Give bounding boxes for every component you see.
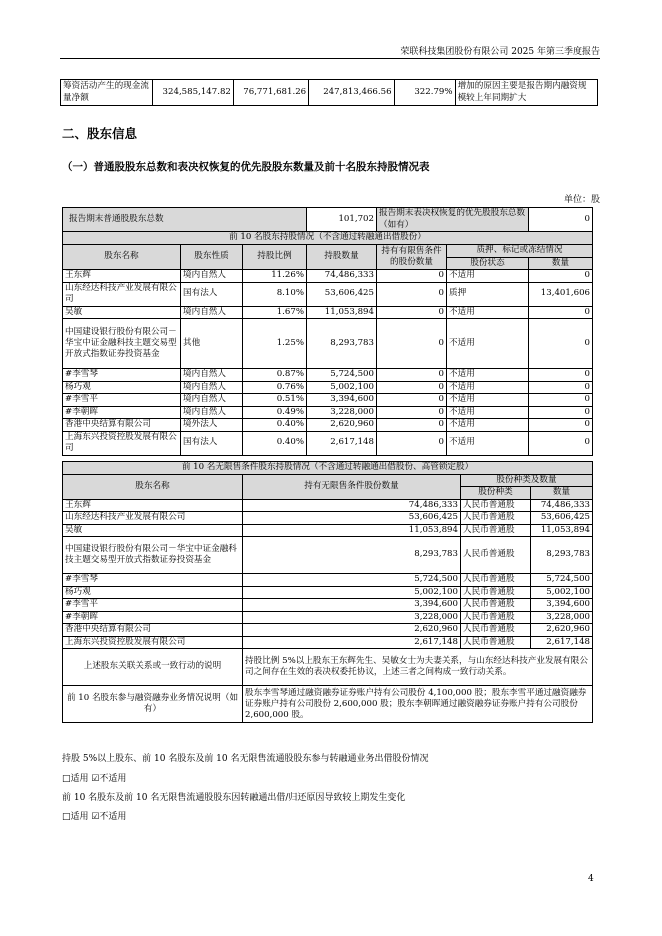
- holder-unrestricted-qty: 5,002,100: [243, 586, 461, 599]
- holder-count: 0: [529, 394, 593, 407]
- header-rule: [60, 58, 600, 59]
- holder-status: 不适用: [447, 394, 529, 407]
- share-count: 5,002,100: [531, 586, 593, 599]
- holder-status: 不适用: [447, 431, 529, 455]
- holder-nature: 境内自然人: [181, 306, 243, 319]
- col-kind: 股份种类: [461, 487, 531, 500]
- share-count: 8,293,783: [531, 537, 593, 574]
- table-row: [63, 394, 593, 407]
- holder-qty: 2,620,960: [307, 419, 377, 432]
- table-row: [63, 636, 593, 649]
- margin-label: 前 10 名股东参与融资融券业务情况说明（如有）: [63, 686, 243, 723]
- col-name: 股东名称: [63, 244, 181, 270]
- holder-status: 不适用: [447, 381, 529, 394]
- share-kind: 人民币普通股: [461, 574, 531, 587]
- col-kind-group: 股份种类及数量: [461, 474, 593, 487]
- holder-ratio: 0.40%: [243, 431, 307, 455]
- page-header: 荣联科技集团股份有限公司 2025 年第三季度报告: [400, 47, 600, 57]
- table-row: [63, 599, 593, 612]
- holder-restricted: 0: [377, 282, 447, 306]
- total-holders-value: 101,702: [307, 208, 377, 232]
- holder-count: 0: [529, 406, 593, 419]
- holder-unrestricted-qty: 11,053,894: [243, 524, 461, 537]
- holder-count: 0: [529, 431, 593, 455]
- share-kind: 人民币普通股: [461, 636, 531, 649]
- subsection-title: （一）普通股股东总数和表决权恢复的优先股股东数量及前十名股东持股情况表: [62, 161, 430, 173]
- holder-status: 质押: [447, 282, 529, 306]
- holder-unrestricted-qty: 8,293,783: [243, 537, 461, 574]
- holder-qty: 5,724,500: [307, 369, 377, 382]
- page-number: 4: [588, 874, 594, 884]
- holder-unrestricted-qty: 74,486,333: [243, 499, 461, 512]
- margin-text: 股东李雪琴通过融资融券证券账户持有公司股份 4,100,000 股；股东李雪平通过融资融券证券账户持有公司股份 2,600,000 股；股东李朝晖通过融资融券证券账户持有公司股份 2,600,000 股。: [243, 686, 593, 723]
- col-restricted: 持有有限售条件的股份数量: [377, 244, 447, 270]
- note-change: 前 10 名股东及前 10 名无限售流通股股东因转融通出借/归还原因导致较上期发生变化: [62, 793, 406, 803]
- holder-ratio: 1.25%: [243, 319, 307, 369]
- holder-status: 不适用: [447, 419, 529, 432]
- col-unrestricted-qty: 持有无限售条件股份数量: [243, 474, 461, 499]
- share-kind: 人民币普通股: [461, 624, 531, 637]
- table-row: [63, 512, 593, 525]
- table-row: [63, 282, 593, 306]
- total-holders-label: 报告期末普通股股东总数: [63, 208, 307, 232]
- holder-ratio: 0.87%: [243, 369, 307, 382]
- cashflow-pct: 322.79%: [394, 80, 455, 106]
- holder-name: 山东经达科技产业发展有限公司: [63, 512, 243, 525]
- holder-restricted: 0: [377, 406, 447, 419]
- share-count: 2,620,960: [531, 624, 593, 637]
- holder-restricted: 0: [377, 270, 447, 283]
- holder-qty: 3,228,000: [307, 406, 377, 419]
- holder-ratio: 11.26%: [243, 270, 307, 283]
- table-row: [63, 319, 593, 369]
- table-row: [63, 419, 593, 432]
- unrestricted-holders-table: [62, 461, 593, 723]
- holder-qty: 53,606,425: [307, 282, 377, 306]
- holder-name: 上海东兴投资控股发展有限公司: [63, 636, 243, 649]
- holder-nature: 国有法人: [181, 282, 243, 306]
- cashflow-v3: 247,813,466.56: [309, 80, 394, 106]
- holder-nature: 境内自然人: [181, 394, 243, 407]
- note-lending-option: □适用 ☑不适用: [62, 774, 127, 784]
- holder-ratio: 8.10%: [243, 282, 307, 306]
- holder-name: #李朝晖: [63, 406, 181, 419]
- share-count: 11,053,894: [531, 524, 593, 537]
- holder-unrestricted-qty: 3,228,000: [243, 611, 461, 624]
- table-row: [63, 574, 593, 587]
- holder-qty: 11,053,894: [307, 306, 377, 319]
- col-count: 数量: [529, 257, 593, 270]
- holder-nature: 国有法人: [181, 431, 243, 455]
- unit-label: 单位：股: [563, 195, 600, 205]
- table-row: [63, 611, 593, 624]
- holder-nature: 境外法人: [181, 419, 243, 432]
- table-row: [63, 381, 593, 394]
- share-count: 5,724,500: [531, 574, 593, 587]
- holder-unrestricted-qty: 2,620,960: [243, 624, 461, 637]
- holder-unrestricted-qty: 5,724,500: [243, 574, 461, 587]
- share-count: 74,486,333: [531, 499, 593, 512]
- unrestricted-caption: 前 10 名无限售条件股东持股情况（不含通过转融通出借股份、高管锁定股）: [63, 462, 593, 475]
- holder-name: 杨巧观: [63, 381, 181, 394]
- holder-ratio: 0.76%: [243, 381, 307, 394]
- holder-name: #李雪琴: [63, 369, 181, 382]
- holder-count: 0: [529, 319, 593, 369]
- cashflow-v2: 76,771,681.26: [233, 80, 308, 106]
- holder-restricted: 0: [377, 419, 447, 432]
- holder-status: 不适用: [447, 319, 529, 369]
- holder-name: #李雪平: [63, 599, 243, 612]
- cashflow-table: [60, 79, 598, 106]
- holder-qty: 2,617,148: [307, 431, 377, 455]
- section-title: 二、股东信息: [62, 126, 138, 141]
- table-row: [63, 537, 593, 574]
- cashflow-label: 筹资活动产生的现金流量净额: [61, 80, 153, 106]
- holder-name: 吴敏: [63, 524, 243, 537]
- relation-text: 持股比例 5%以上股东王东辉先生、吴敏女士为夫妻关系，与山东经达科技产业发展有限公司之间存在生效的表决权委托协议，上述三者之间构成一致行动关系。: [243, 649, 593, 686]
- holder-ratio: 0.51%: [243, 394, 307, 407]
- share-kind: 人民币普通股: [461, 537, 531, 574]
- holder-nature: 境内自然人: [181, 270, 243, 283]
- col-status: 股份状态: [447, 257, 529, 270]
- holder-count: 13,401,606: [529, 282, 593, 306]
- holder-nature: 其他: [181, 319, 243, 369]
- holder-status: 不适用: [447, 369, 529, 382]
- holder-ratio: 1.67%: [243, 306, 307, 319]
- holder-status: 不适用: [447, 406, 529, 419]
- col-ratio: 持股比例: [243, 244, 307, 270]
- holder-name: 上海东兴投资控股发展有限公司: [63, 431, 181, 455]
- holder-ratio: 0.49%: [243, 406, 307, 419]
- share-kind: 人民币普通股: [461, 586, 531, 599]
- holder-restricted: 0: [377, 319, 447, 369]
- relation-label: 上述股东关联关系或一致行动的说明: [63, 649, 243, 686]
- holder-restricted: 0: [377, 381, 447, 394]
- holder-ratio: 0.40%: [243, 419, 307, 432]
- table-row: [63, 624, 593, 637]
- holder-restricted: 0: [377, 431, 447, 455]
- pref-holders-value: 0: [529, 208, 593, 232]
- share-kind: 人民币普通股: [461, 499, 531, 512]
- col-qty: 持股数量: [307, 244, 377, 270]
- note-lending: 持股 5%以上股东、前 10 名股东及前 10 名无限售流通股股东参与转融通业务出借股份情况: [62, 754, 429, 764]
- holder-name: 杨巧观: [63, 586, 243, 599]
- top10-shareholders-table: [62, 207, 593, 456]
- holder-name: 山东经达科技产业发展有限公司: [63, 282, 181, 306]
- share-kind: 人民币普通股: [461, 512, 531, 525]
- table-row: [63, 306, 593, 319]
- table-row: [63, 369, 593, 382]
- cashflow-reason: 增加的原因主要是报告期内融资规模较上年同期扩大: [455, 80, 597, 106]
- holder-count: 0: [529, 381, 593, 394]
- holder-name: #李雪琴: [63, 574, 243, 587]
- holder-name: #李雪平: [63, 394, 181, 407]
- holder-unrestricted-qty: 3,394,600: [243, 599, 461, 612]
- share-count: 53,606,425: [531, 512, 593, 525]
- holder-name: 中国建设银行股份有限公司－华宝中证金融科技主题交易型开放式指数证券投资基金: [63, 319, 181, 369]
- holder-restricted: 0: [377, 369, 447, 382]
- holder-name: #李朝晖: [63, 611, 243, 624]
- table-row: [63, 406, 593, 419]
- col-count: 数量: [531, 487, 593, 500]
- col-name: 股东名称: [63, 474, 243, 499]
- col-nature: 股东性质: [181, 244, 243, 270]
- col-pledge: 质押、标记或冻结情况: [447, 244, 593, 257]
- holder-count: 0: [529, 270, 593, 283]
- holder-restricted: 0: [377, 394, 447, 407]
- holder-nature: 境内自然人: [181, 406, 243, 419]
- holder-count: 0: [529, 369, 593, 382]
- top10-caption: 前 10 名股东持股情况（不含通过转融通出借股份）: [63, 232, 593, 245]
- holder-restricted: 0: [377, 306, 447, 319]
- table-row: [63, 499, 593, 512]
- holder-status: 不适用: [447, 306, 529, 319]
- holder-name: 王东辉: [63, 270, 181, 283]
- holder-nature: 境内自然人: [181, 369, 243, 382]
- table-row: [63, 524, 593, 537]
- share-count: 3,394,600: [531, 599, 593, 612]
- holder-count: 0: [529, 419, 593, 432]
- holder-count: 0: [529, 306, 593, 319]
- holder-name: 香港中央结算有限公司: [63, 419, 181, 432]
- table-row: [63, 431, 593, 455]
- share-kind: 人民币普通股: [461, 524, 531, 537]
- holder-unrestricted-qty: 2,617,148: [243, 636, 461, 649]
- holder-qty: 3,394,600: [307, 394, 377, 407]
- share-kind: 人民币普通股: [461, 611, 531, 624]
- holder-qty: 74,486,333: [307, 270, 377, 283]
- holder-nature: 境内自然人: [181, 381, 243, 394]
- pref-holders-label: 报告期末表决权恢复的优先股股东总数（如有）: [377, 208, 529, 232]
- holder-qty: 8,293,783: [307, 319, 377, 369]
- cashflow-v1: 324,585,147.82: [152, 80, 233, 106]
- table-row: [63, 270, 593, 283]
- holder-name: 香港中央结算有限公司: [63, 624, 243, 637]
- holder-status: 不适用: [447, 270, 529, 283]
- note-change-option: □适用 ☑不适用: [62, 812, 127, 822]
- share-count: 3,228,000: [531, 611, 593, 624]
- holder-name: 王东辉: [63, 499, 243, 512]
- holder-name: 中国建设银行股份有限公司－华宝中证金融科技主题交易型开放式指数证券投资基金: [63, 537, 243, 574]
- table-row: [63, 586, 593, 599]
- share-kind: 人民币普通股: [461, 599, 531, 612]
- share-count: 2,617,148: [531, 636, 593, 649]
- holder-unrestricted-qty: 53,606,425: [243, 512, 461, 525]
- holder-name: 吴敏: [63, 306, 181, 319]
- holder-qty: 5,002,100: [307, 381, 377, 394]
